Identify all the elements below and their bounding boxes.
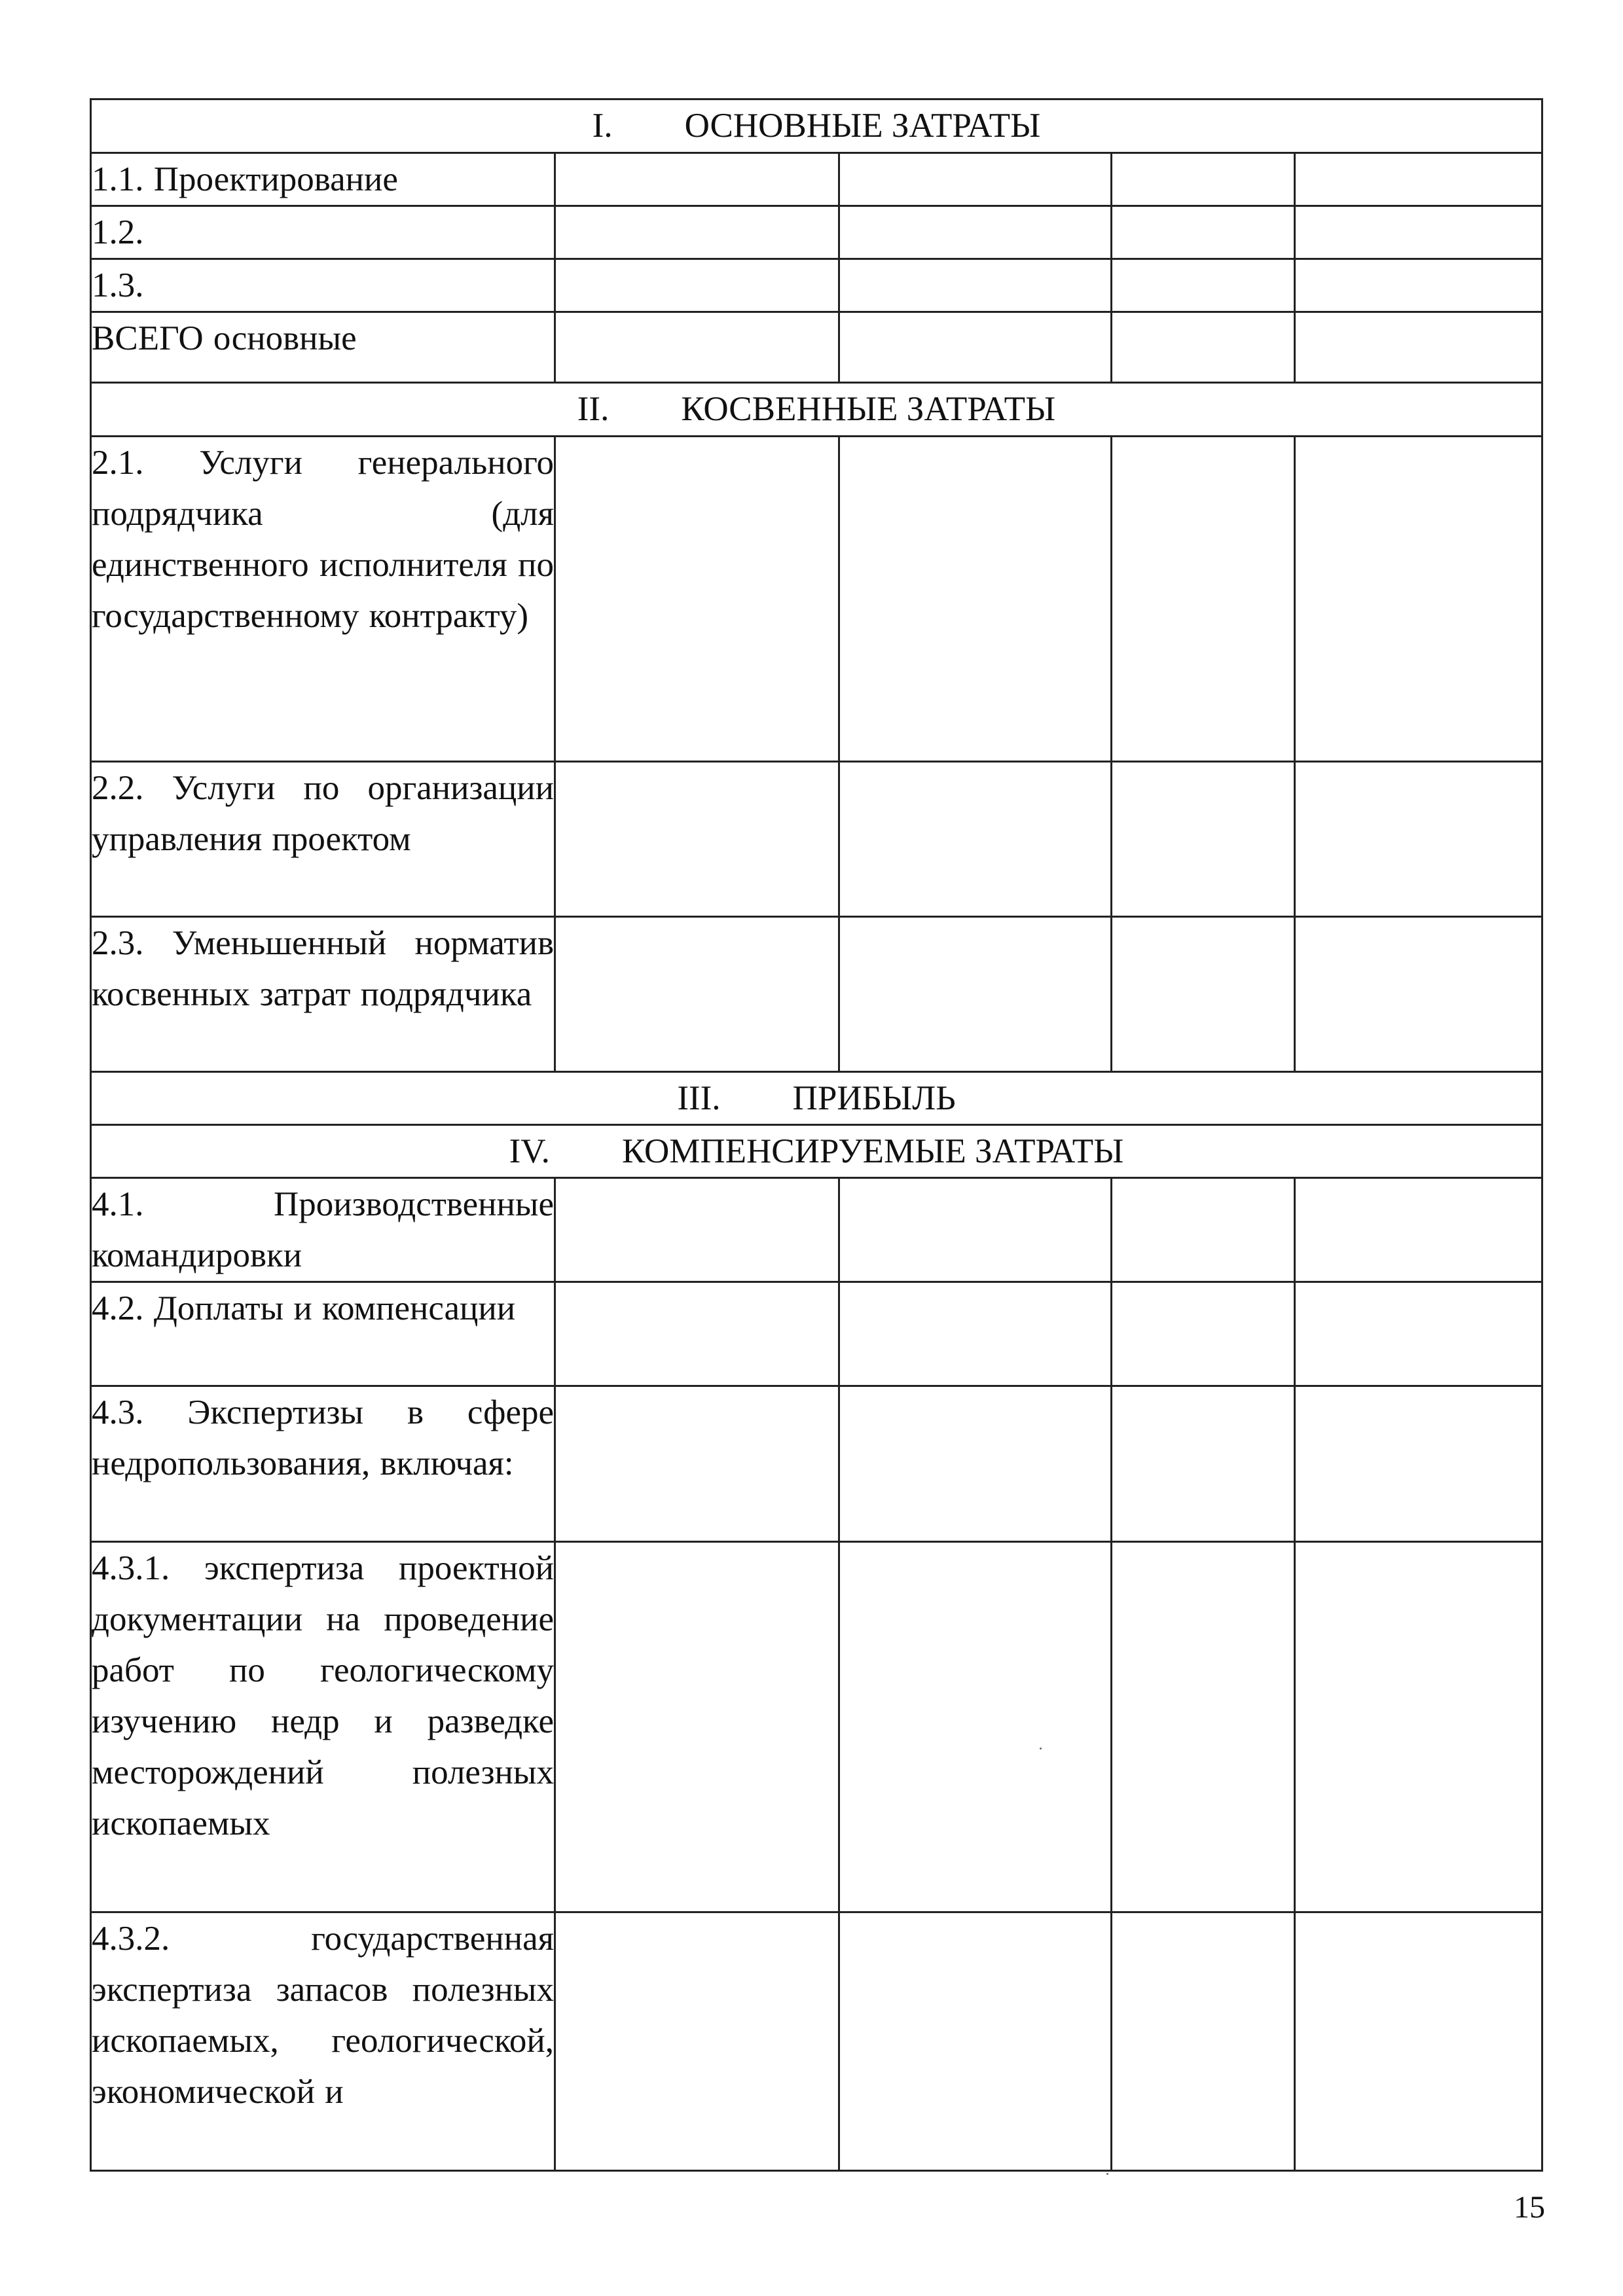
table-row	[91, 1178, 1542, 1282]
empty-cell	[839, 153, 1112, 206]
empty-cell	[1295, 1386, 1542, 1542]
empty-cell	[555, 153, 839, 206]
table-row	[91, 1386, 1542, 1542]
row-label: 4.3.1. экспертиза проектной документации на проведение работ по геологическому изучению недр и разведке месторождений полезных ископаемых	[91, 1542, 555, 1912]
section-number: III.	[677, 1079, 721, 1117]
section-number: I.	[592, 107, 613, 145]
total-label: ВСЕГО основные	[91, 312, 555, 383]
section-title: КОСВЕННЫЕ ЗАТРАТЫ	[681, 390, 1056, 428]
table-row	[91, 917, 1542, 1072]
section-header-row	[91, 99, 1542, 153]
empty-cell	[839, 1542, 1112, 1912]
cost-table	[90, 98, 1543, 2172]
empty-cell	[555, 259, 839, 312]
section-header-row	[91, 1125, 1542, 1178]
section-title: ОСНОВНЫЕ ЗАТРАТЫ	[684, 107, 1041, 145]
scan-speck	[1040, 1748, 1042, 1749]
page-number: 15	[1514, 2190, 1545, 2225]
empty-cell	[1112, 1282, 1295, 1386]
table-row	[91, 259, 1542, 312]
empty-cell	[1112, 259, 1295, 312]
row-label: 4.3. Экспертизы в сфере недропользования, включая:	[91, 1386, 555, 1542]
empty-cell	[1112, 1912, 1295, 2171]
section-header-row	[91, 383, 1542, 437]
empty-cell	[839, 437, 1112, 762]
empty-cell	[1112, 153, 1295, 206]
empty-cell	[1295, 1178, 1542, 1282]
empty-cell	[839, 259, 1112, 312]
empty-cell	[839, 1386, 1112, 1542]
table-row	[91, 1282, 1542, 1386]
empty-cell	[1295, 1282, 1542, 1386]
empty-cell	[555, 312, 839, 383]
empty-cell	[1295, 1912, 1542, 2171]
table-row	[91, 206, 1542, 259]
row-label: 4.2. Доплаты и компенсации	[91, 1282, 555, 1386]
row-label: 1.2.	[91, 206, 555, 259]
empty-cell	[1112, 312, 1295, 383]
section-number: II.	[577, 390, 610, 428]
section-header-profit	[91, 1072, 1542, 1125]
empty-cell	[839, 1178, 1112, 1282]
empty-cell	[839, 1282, 1112, 1386]
section-header-row	[91, 1072, 1542, 1125]
empty-cell	[555, 437, 839, 762]
empty-cell	[839, 762, 1112, 917]
empty-cell	[1112, 1386, 1295, 1542]
empty-cell	[1295, 762, 1542, 917]
table-row	[91, 762, 1542, 917]
empty-cell	[555, 1282, 839, 1386]
empty-cell	[1295, 917, 1542, 1072]
empty-cell	[555, 1912, 839, 2171]
section-title: ПРИБЫЛЬ	[792, 1079, 956, 1117]
table-row	[91, 312, 1542, 383]
empty-cell	[1295, 437, 1542, 762]
empty-cell	[1295, 312, 1542, 383]
row-label: 2.3. Уменьшенный норматив косвенных затрат подрядчика	[91, 917, 555, 1072]
empty-cell	[1112, 917, 1295, 1072]
empty-cell	[555, 917, 839, 1072]
table-row	[91, 1912, 1542, 2171]
row-label: 4.3.2. государственная экспертиза запасов полезных ископаемых, геологической, экономической и	[91, 1912, 555, 2171]
empty-cell	[555, 1178, 839, 1282]
section-header-compensated-costs	[91, 1125, 1542, 1178]
row-label: 2.1. Услуги генерального подрядчика (для единственного исполнителя по государственному контракту)	[91, 437, 555, 762]
empty-cell	[555, 762, 839, 917]
empty-cell	[839, 312, 1112, 383]
row-label: 1.3.	[91, 259, 555, 312]
empty-cell	[1295, 259, 1542, 312]
empty-cell	[1112, 437, 1295, 762]
empty-cell	[555, 206, 839, 259]
empty-cell	[839, 917, 1112, 1072]
table-row	[91, 437, 1542, 762]
empty-cell	[1112, 1178, 1295, 1282]
row-label: 2.2. Услуги по организации управления проектом	[91, 762, 555, 917]
empty-cell	[1112, 1542, 1295, 1912]
empty-cell	[555, 1386, 839, 1542]
section-header-indirect-costs	[91, 383, 1542, 437]
empty-cell	[1295, 206, 1542, 259]
empty-cell	[1295, 1542, 1542, 1912]
empty-cell	[1112, 762, 1295, 917]
row-label: 1.1. Проектирование	[91, 153, 555, 206]
row-label: 4.1. Производственные командировки	[91, 1178, 555, 1282]
empty-cell	[555, 1542, 839, 1912]
section-header-main-costs	[91, 99, 1542, 153]
section-title: КОМПЕНСИРУЕМЫЕ ЗАТРАТЫ	[621, 1132, 1124, 1170]
table-row	[91, 153, 1542, 206]
section-number: IV.	[509, 1132, 550, 1170]
empty-cell	[1112, 206, 1295, 259]
empty-cell	[1295, 153, 1542, 206]
empty-cell	[839, 206, 1112, 259]
table-row	[91, 1542, 1542, 1912]
empty-cell	[839, 1912, 1112, 2171]
scan-speck	[1106, 2173, 1108, 2175]
